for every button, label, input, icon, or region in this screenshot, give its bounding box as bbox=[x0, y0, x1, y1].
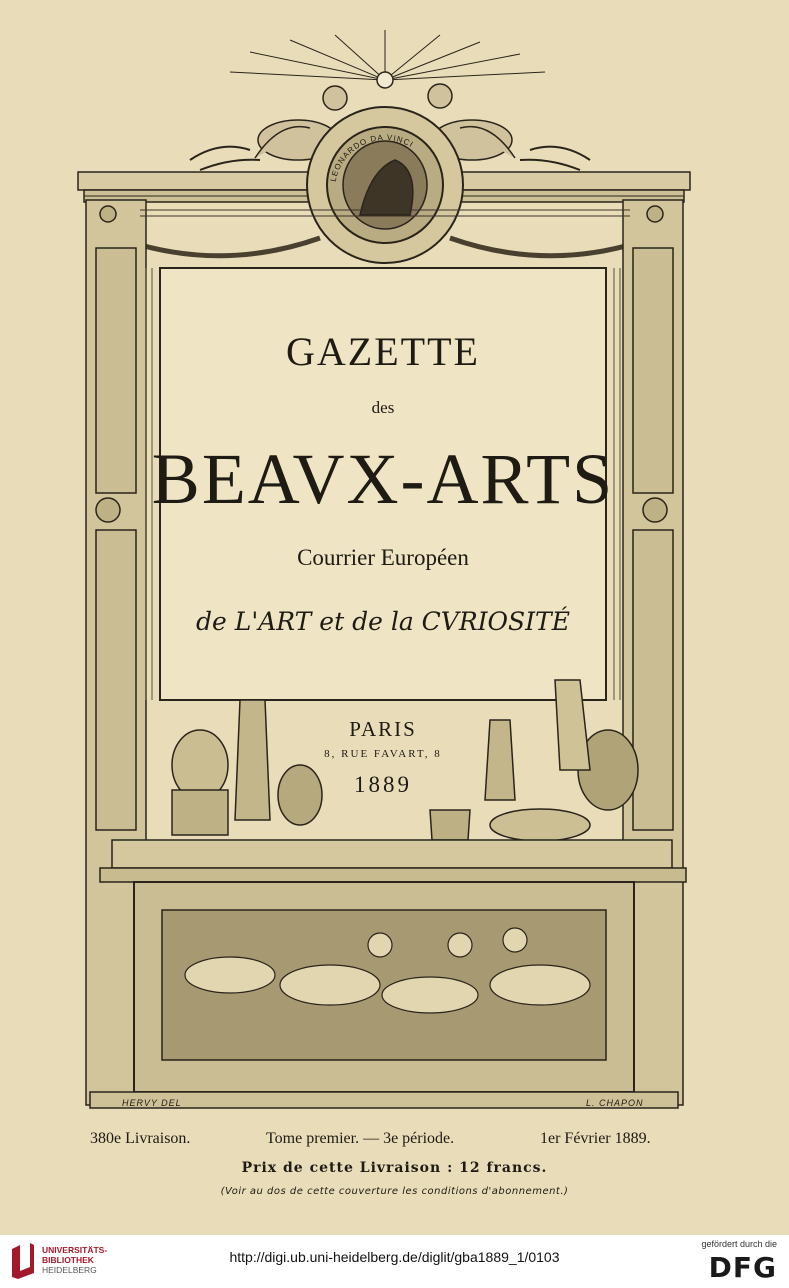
title-beaux-arts: BEAVX-ARTS bbox=[151, 439, 615, 519]
credit-engraver: L. CHAPON bbox=[586, 1098, 644, 1108]
issue-price: Prix de cette Livraison : 12 francs. bbox=[241, 1160, 548, 1176]
library-footer bbox=[0, 1235, 789, 1288]
credit-draughtsman: HERVY DEL bbox=[122, 1098, 182, 1108]
library-name-line2: BIBLIOTHEK bbox=[42, 1255, 94, 1265]
medallion-text: LEONARDO DA VINCI bbox=[328, 132, 416, 183]
permalink[interactable]: http://digi.ub.uni-heidelberg.de/diglit/gba1889_1/0103 bbox=[229, 1249, 560, 1265]
subscription-note: (Voir au dos de cette couverture les conditions d'abonnement.) bbox=[220, 1186, 569, 1197]
issue-number: 380e Livraison. bbox=[90, 1130, 191, 1147]
relief-panel bbox=[134, 882, 634, 1092]
library-name-line1: UNIVERSITÄTS- bbox=[42, 1245, 108, 1255]
library-name-line3: HEIDELBERG bbox=[42, 1265, 97, 1275]
subtitle-tagline: de L'ART et de la CVRIOSITÉ bbox=[196, 607, 570, 636]
title-gazette: GAZETTE bbox=[286, 329, 480, 374]
dfg-logo: DFG bbox=[708, 1251, 777, 1284]
publisher-city: PARIS bbox=[349, 717, 417, 741]
publication-year: 1889 bbox=[354, 772, 412, 797]
medallion-inscription bbox=[305, 110, 465, 270]
funding-label: gefördert durch die bbox=[701, 1239, 777, 1249]
title-des: des bbox=[371, 398, 395, 417]
svg-text:LEONARDO DA VINCI bbox=[329, 133, 415, 183]
issue-date: 1er Février 1889. bbox=[540, 1130, 651, 1147]
subtitle-courrier: Courrier Européen bbox=[297, 545, 469, 570]
still-life bbox=[172, 680, 638, 841]
publisher-address: 8, RUE FAVART, 8 bbox=[324, 748, 442, 760]
volume-period: Tome premier. — 3e période. bbox=[266, 1130, 455, 1147]
